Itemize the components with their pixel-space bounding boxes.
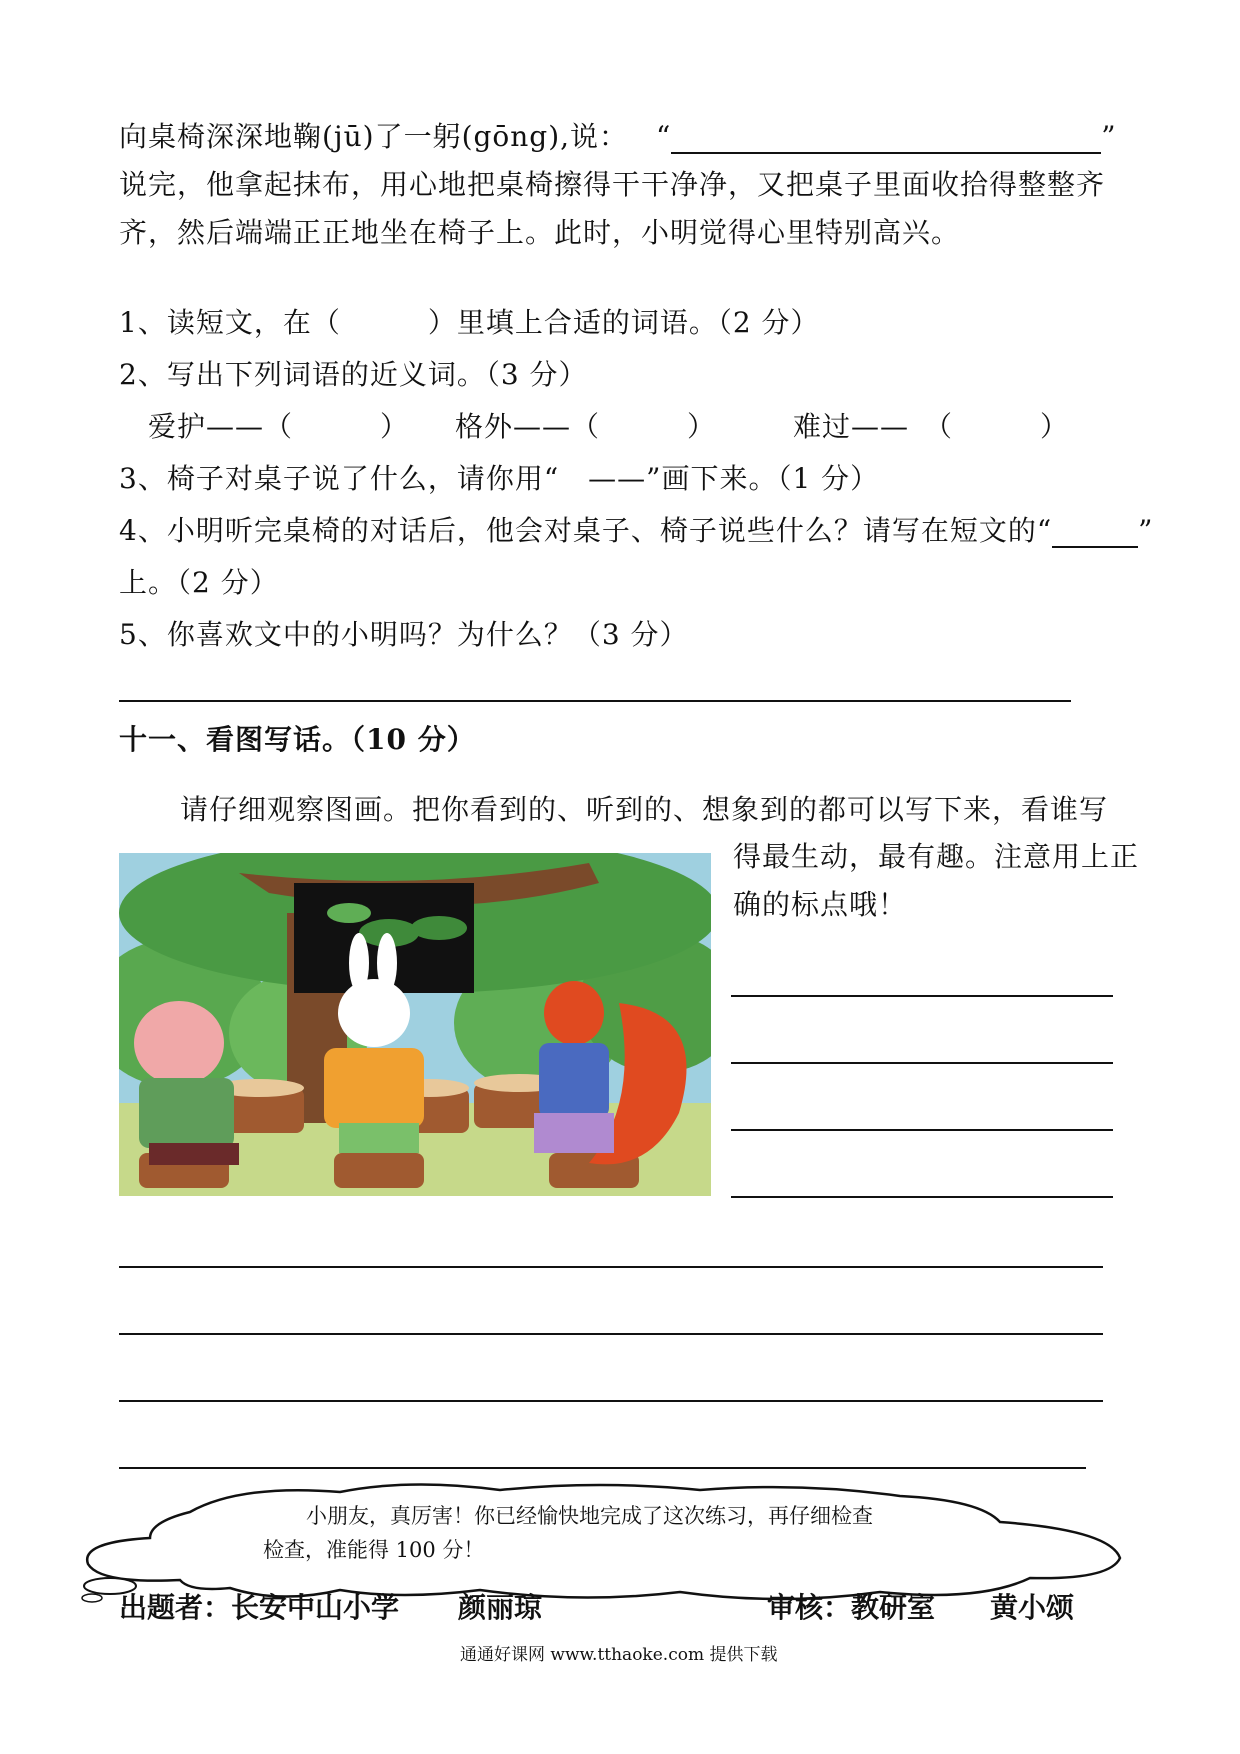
question-4-close-quote: ” [1138, 514, 1154, 547]
passage-line-1 [119, 120, 1117, 154]
section-11-instruction-1: 请仔细观察图画。把你看到的、听到的、想象到的都可以写下来，看谁写 [180, 793, 1109, 826]
close-quote: ” [1101, 120, 1117, 153]
question-4-text: 4、小明听完桌椅的对话后，他会对桌子、椅子说些什么？请写在短文的“ [119, 514, 1053, 547]
open-quote: “ [655, 120, 672, 153]
question-4-line-2: 上。（2 分） [119, 566, 279, 599]
cloud-text-line-2: 检查，准能得 100 分！ [263, 1538, 485, 1562]
passage-line-3: 齐，然后端端正正地坐在椅子上。此时，小明觉得心里特别高兴。 [119, 216, 961, 249]
writing-line-side-3[interactable] [731, 1129, 1113, 1131]
writing-line-side-1[interactable] [731, 995, 1113, 997]
answer-line-q5[interactable] [119, 700, 1071, 702]
question-2: 2、写出下列词语的近义词。（3 分） [119, 358, 588, 391]
writing-line-3[interactable] [119, 1400, 1103, 1402]
question-4 [119, 514, 1153, 548]
section-11-title: 十一、看图写话。（10 分） [119, 723, 476, 756]
synonym-item-3[interactable]: 难过—— （ ） [793, 410, 1070, 443]
passage-line-2: 说完，他拿起抹布，用心地把桌椅擦得干干净净，又把桌子里面收拾得整整齐 [119, 168, 1106, 201]
cloud-text-line-1: 小朋友，真厉害！你已经愉快地完成了这次练习，再仔细检查 [306, 1504, 873, 1528]
site-credit: 通通好课网 www.tthaoke.com 提供下载 [460, 1645, 778, 1665]
passage-line-1-text: 向桌椅深深地鞠(jū)了一躬(gōng),说： [119, 120, 629, 153]
question-1: 1、读短文，在（ ）里填上合适的词语。（2 分） [119, 306, 820, 339]
answer-blank-quote[interactable] [671, 124, 1101, 154]
classroom-illustration [119, 853, 711, 1196]
author-label: 出题者：长安中山小学 [119, 1591, 400, 1624]
writing-line-side-4[interactable] [731, 1196, 1113, 1198]
question-5: 5、你喜欢文中的小明吗？为什么？（3 分） [119, 618, 689, 651]
section-11-instruction-2: 得最生动，最有趣。注意用上正 [733, 840, 1140, 873]
reviewer-label: 审核：教研室 [767, 1591, 936, 1624]
writing-line-1[interactable] [119, 1266, 1103, 1268]
section-11-instruction-3: 确的标点哦！ [733, 888, 908, 921]
q4-sample-blank [1052, 518, 1138, 548]
synonym-item-2[interactable]: 格外——（ ） [455, 410, 717, 443]
reviewer-name: 黄小颂 [990, 1591, 1075, 1624]
author-name: 颜丽琼 [458, 1591, 543, 1624]
synonym-item-1[interactable]: 爱护——（ ） [148, 410, 410, 443]
writing-line-side-2[interactable] [731, 1062, 1113, 1064]
writing-line-4[interactable] [119, 1467, 1086, 1469]
illustration-svg [119, 853, 711, 1196]
writing-line-2[interactable] [119, 1333, 1103, 1335]
question-3: 3、椅子对桌子说了什么，请你用“ ——”画下来。（1 分） [119, 462, 880, 495]
